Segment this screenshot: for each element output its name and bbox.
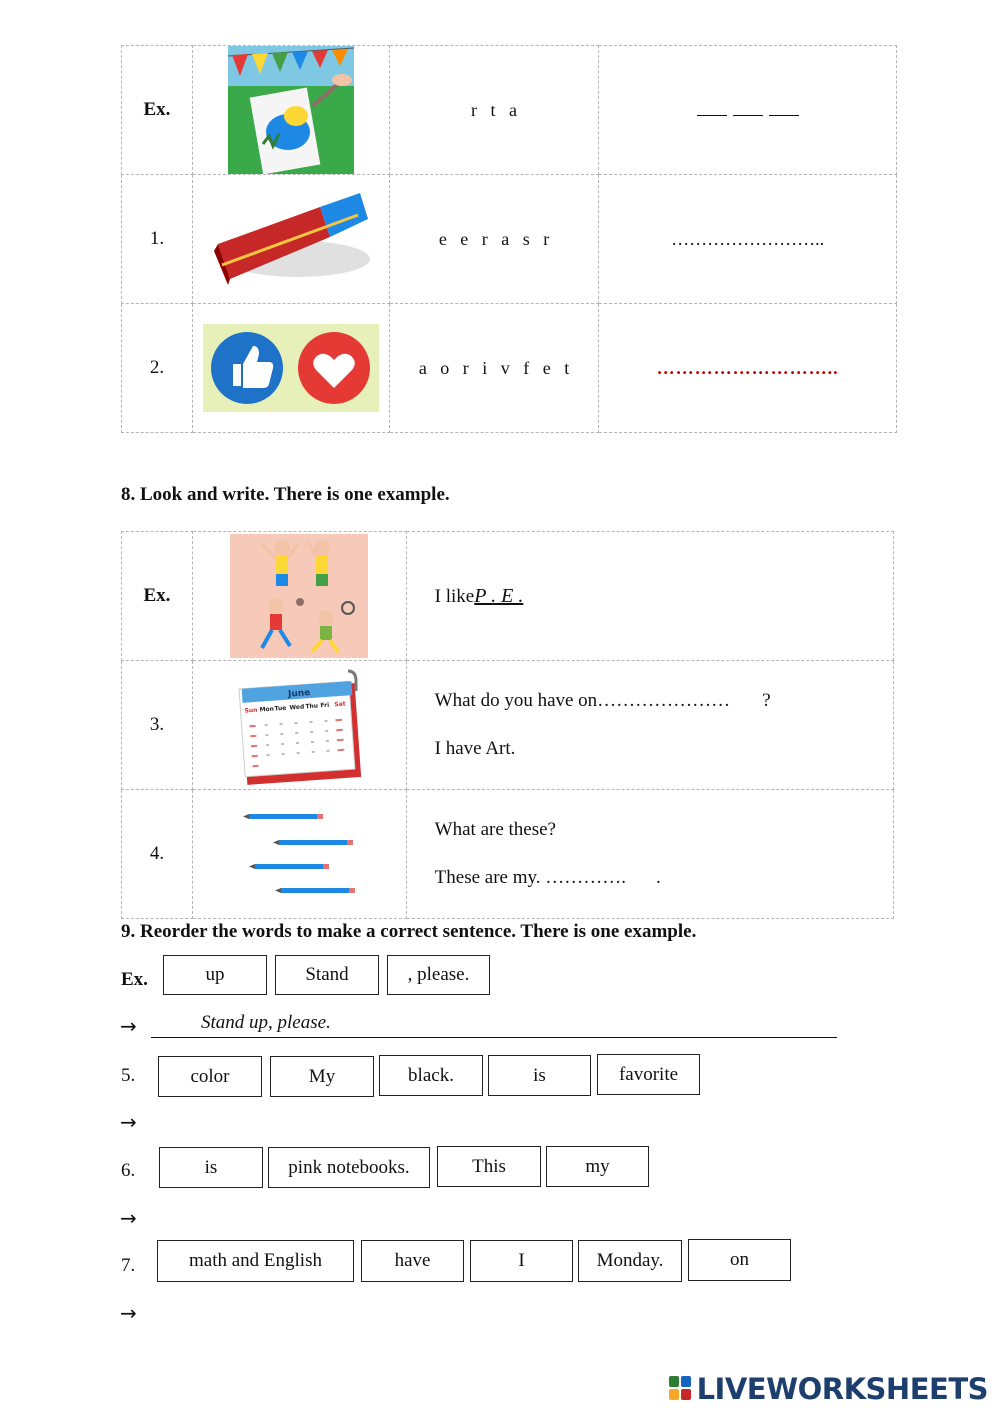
scrambled-letters: a o r i v f e t — [389, 304, 598, 433]
example-answer: P . E . — [474, 584, 524, 607]
sentence-cell — [406, 790, 893, 919]
word-card[interactable]: My — [270, 1056, 374, 1097]
table-row — [122, 46, 897, 175]
row-number: 1. — [122, 175, 193, 304]
image-cell — [192, 532, 406, 661]
example-label: Ex. — [121, 969, 148, 990]
word-card[interactable]: have — [361, 1240, 464, 1282]
word-card[interactable]: Stand — [275, 955, 379, 995]
word-card[interactable]: is — [159, 1147, 263, 1188]
row-number: 3. — [122, 661, 193, 790]
scrambled-letters: e e r a s r — [389, 175, 598, 304]
answer-input[interactable]: ……………………….. — [599, 304, 897, 433]
sentence-cell — [406, 661, 893, 790]
unscramble-table — [121, 45, 897, 433]
word-card[interactable]: on — [688, 1239, 791, 1281]
example-answer-line: Stand up, please. — [151, 1012, 837, 1038]
table-row — [122, 175, 897, 304]
table-row — [122, 304, 897, 433]
logo-text: LIVEWORKSHEETS — [696, 1372, 988, 1406]
answer-input[interactable]: These are my. …………. — [434, 867, 627, 888]
word-card[interactable]: This — [437, 1146, 541, 1187]
question-label: 6. — [121, 1160, 136, 1181]
calendar-day-header: Thu — [305, 702, 319, 711]
row-number: 4. — [122, 790, 193, 919]
logo-mark-icon — [669, 1376, 693, 1402]
section-9-heading: 9. Reorder the words to make a correct sentence. There is one example. — [121, 921, 697, 942]
image-cell — [192, 790, 406, 919]
look-and-write-table — [121, 531, 894, 919]
word-card[interactable]: , please. — [387, 955, 490, 995]
question-label: 7. — [121, 1255, 136, 1276]
table-row — [122, 661, 894, 790]
word-card[interactable]: color — [158, 1056, 262, 1097]
pencils-image — [239, 804, 359, 904]
answer-blanks[interactable] — [599, 46, 897, 175]
row-number: Ex. — [122, 532, 193, 661]
liveworksheets-logo[interactable] — [669, 1372, 988, 1406]
word-card[interactable]: is — [488, 1055, 591, 1096]
eraser-image — [208, 189, 374, 289]
calendar-image — [236, 663, 362, 787]
section-8-heading: 8. Look and write. There is one example. — [121, 484, 450, 505]
arrow-icon: → — [120, 1014, 137, 1038]
word-card[interactable]: favorite — [597, 1054, 700, 1095]
word-card[interactable]: black. — [379, 1055, 483, 1096]
like-heart-image — [203, 324, 379, 412]
word-card[interactable]: Monday. — [578, 1240, 682, 1282]
arrow-icon: → — [120, 1110, 137, 1134]
answer-text: I have Art. — [434, 738, 516, 759]
word-card[interactable]: up — [163, 955, 267, 995]
sentence-cell — [406, 532, 893, 661]
calendar-day-header: Sat — [334, 700, 347, 709]
question-text: What are these? — [434, 819, 556, 840]
sentence-prefix: I like — [434, 585, 475, 607]
image-cell — [192, 46, 389, 175]
calendar-day-header: Tue — [274, 704, 287, 713]
calendar-day-header: Wed — [289, 703, 305, 712]
image-cell — [192, 175, 389, 304]
kids-sports-image — [230, 534, 368, 658]
row-number: Ex. — [122, 46, 193, 175]
arrow-icon: → — [120, 1206, 137, 1230]
scrambled-letters: r t a — [389, 46, 598, 175]
arrow-icon: → — [120, 1301, 137, 1325]
image-cell — [192, 304, 389, 433]
table-row — [122, 532, 894, 661]
word-card[interactable]: math and English — [157, 1240, 354, 1282]
calendar-day-header: Sun — [244, 706, 258, 715]
question-text[interactable]: What do you have on………………… — [434, 690, 731, 711]
question-label: 5. — [121, 1065, 136, 1086]
sentence-period: . — [656, 867, 661, 888]
word-card[interactable]: my — [546, 1146, 649, 1187]
painting-art-image — [228, 46, 354, 174]
word-card[interactable]: pink notebooks. — [268, 1147, 430, 1188]
question-mark: ? — [762, 690, 771, 711]
word-card[interactable]: I — [470, 1240, 573, 1282]
image-cell — [192, 661, 406, 790]
answer-input[interactable]: …………………….. — [599, 175, 897, 304]
calendar-day-header: Mon — [259, 705, 275, 714]
row-number: 2. — [122, 304, 193, 433]
calendar-month: June — [288, 688, 312, 700]
calendar-day-header: Fri — [320, 701, 330, 710]
table-row — [122, 790, 894, 919]
